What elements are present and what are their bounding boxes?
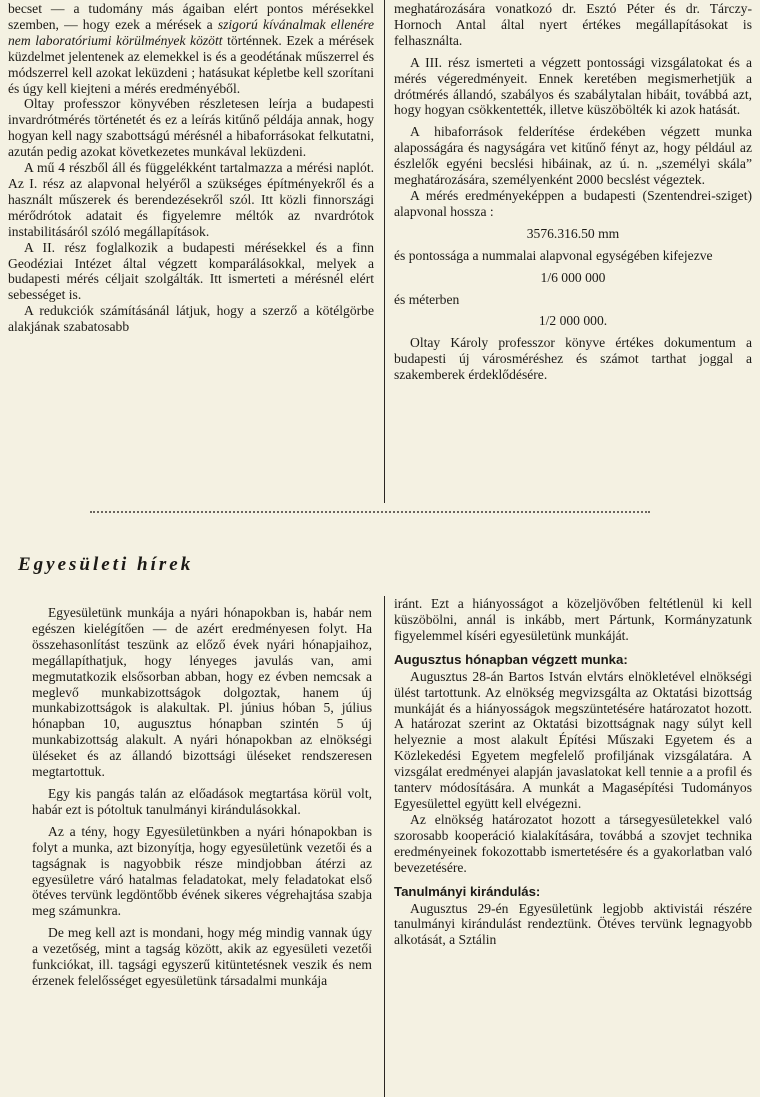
section-divider xyxy=(90,511,650,513)
top-left-column xyxy=(8,1,374,335)
review-paragraph xyxy=(8,160,374,240)
news-paragraph: Az a tény, hogy Egyesületünkben a nyári hónapokban is folyt a munka, azt bizonyítja, hogy egyesületünk vezetői és a tagságnak is nagyobbik része mindjobban átérzi az egyesületre váró hatalmas feladatokat, mely feladatokat első ötéves tervünk legdöntőbb évének sikeres végrehajtása szabja meg számunkra. xyxy=(32,823,372,919)
review-paragraph xyxy=(8,1,374,96)
cooperation-paragraph: Az elnökség határozatot hozott a társegyesületekkel való szorosabb kooperáció kialakítására, továbbá a szovjet technika eredményeinek fokozottabb ismertetésére és a gyakorlatban való bevezetésére. xyxy=(394,811,752,875)
august-meeting-paragraph: Augusztus 28-án Bartos István elvtárs elnökletével elnökségi ülést tartottunk. Az elnökség megvizsgálta az Oktatási bizottság munkáját és a hiányosságok megszüntetésére határozatot hozott. A határozat szerint az Oktatási bizottságnak nagy súlyt kell helyeznie a most alakult Építési Műszaki Egyetem és a Közlekedési Egyetem megfelelő profiljának vizsgálatára. A vizsgálat eredményei alapján javaslatokat kell tennie a a profil és tanterv módosítására. A munkát a Magasépítési Tudományos Egyesülettel együtt kell elvégezni. xyxy=(394,668,752,811)
august-work-heading: Augusztus hónapban végzett munka: xyxy=(394,651,628,667)
news-left-column xyxy=(32,605,372,989)
text-run: becset — a tudomány más ágaiban elért pontos mérésekkel szemben, — hogy ezek a mérések a xyxy=(8,1,374,32)
text-run: A II. rész foglalkozik a budapesti mérésekkel és a finn Geodéziai Intézet által végzett komparálásokkal, melyek a budapesti mérés céljait szolgálták. Itt ismerteti a mérésnél elért sebességet is. xyxy=(8,239,374,303)
part-iii-paragraph: A III. rész ismerteti a végzett pontossági vizsgálatokat és a mérés végeredményeit. Ennek keretében megismerhetjük a drótmérés állandó, szabályos és szabálytalan hibáit, továbbá azt, hogy hogyan csökkentették, illetve küszöbölték ki azok hatását. xyxy=(394,54,752,118)
top-right-column xyxy=(394,1,752,383)
result-paragraph: A mérés eredményeképpen a budapesti (Szentendrei-sziget) alapvonal hossza : xyxy=(394,187,752,219)
precision-text: és pontossága a nummalai alapvonal egységében kifejezve xyxy=(394,247,713,263)
text-run: történnek. Ezek a mérések küzdelmet jelentenek az elemekkel is és a geodétának műszerrel és módszerrel kell azokat leküzdeni ; hatásukat képletbe kell szorítani és úgy kell kiejteni a mérés eredményéből. xyxy=(8,32,374,96)
review-paragraph xyxy=(8,303,374,335)
section-title: Egyesületi hírek xyxy=(18,554,194,575)
review-paragraph xyxy=(8,96,374,160)
precision-ratio-meter: 1/2 000 000. xyxy=(538,313,608,329)
news-right-column xyxy=(394,596,752,948)
news-continuation: iránt. Ezt a hiányosságot a közeljövőben feltétlenül ki kell küszöbölni, annál is inkább, mert Pártunk, Kormányzatunk figyelemmel kíséri egyesületünk munkáját. xyxy=(394,596,752,643)
text-run: Oltay professzor könyvében részletesen leírja a budapesti invardrótmérés történetét és ez a leírás kitűnő példája annak, hogy hogyan kell nagy szabottságú mérésnél a hibaforrásokat felkutatni, azután pedig azokat következetes munkával leküzdeni. xyxy=(8,96,374,160)
closing-paragraph: Oltay Károly professzor könyve értékes dokumentum a budapesti új városméréshez és számot tarthat joggal a szakemberek érdeklődésére. xyxy=(394,335,752,383)
news-paragraph: Egy kis pangás talán az előadások megtartása körül volt, habár ezt is pótoltuk tanulmányi kirándulásokkal. xyxy=(32,785,372,817)
news-paragraph: Egyesületünk munkája a nyári hónapokban is, habár nem egészen kielégítően — de azért eredményesen folyt. Ha összehasonlítást teszünk az előző évek nyári hónapjaihoz, megállapíthatjuk, hogy lényeges javulás van, ami megmutatkozik elsősorban abban, hogy ez évben nemcsak a meglevő munkabizottságok dolgoztak, hanem új munkabizottságok is alakultak. Pl. június hóban 5, július hónapban 10, augusztus hónapban szintén 5 új munkabizottság alakult. A nyári hónapokban az elnökségi üléseket és az állandó bizottsági üléseket rendszeresen megtartottuk. xyxy=(32,605,372,780)
review-continuation: meghatározására vonatkozó dr. Esztó Péter és dr. Tárczy-Hornoch Antal által nyert értékes megállapításokat is felhasználta. xyxy=(394,1,752,48)
baseline-length-value: 3576.316.50 mm xyxy=(526,225,620,241)
news-paragraph: De meg kell azt is mondani, hogy még mindig vannak úgy a vezetőség, mint a tagság között, akik az egyesületi vezetői funkciókat, ill. tagsági egyszerű kitüntetésnek veszik és nem érzenek felelősséget egyesületünk társadalmi munkája xyxy=(32,925,372,988)
text-run: A redukciók számításánál látjuk, hogy a szerző a kötélgörbe alakjának szabatosabb xyxy=(8,303,374,335)
error-sources-paragraph: A hibaforrások felderítése érdekében végzett munka alaposságára és nagyságára vet kitűnő fényt az, hogy például az észlelők egyéni becslési hibáinak, az ú. n. „személyi skála” meghatározására, személyenként 2000 becslést végeztek. xyxy=(394,124,752,188)
meter-text: és méterben xyxy=(394,291,460,307)
review-paragraph xyxy=(8,240,374,304)
text-run: A mű 4 részből áll és függelékként tartalmazza a mérési naplót. Az I. rész az alapvonal helyéről a szükséges építményekről és a használt műszerek és berendezésekről szól. Itt közli finnországi mérődrótok adatait és figyelemre méltók az nvardrótok instabilitásáról szóló megállapítások. xyxy=(8,160,374,239)
study-trip-paragraph: Augusztus 29-én Egyesületünk legjobb aktivistái részére tanulmányi kirándulást rendeztünk. Ötéves tervünk legnagyobb alkotását, a Sztálin xyxy=(394,900,752,948)
precision-ratio-nummala: 1/6 000 000 xyxy=(540,269,606,285)
column-divider-bottom xyxy=(384,596,385,1097)
study-trip-heading: Tanulmányi kirándulás: xyxy=(394,883,541,899)
column-divider-top xyxy=(384,0,385,503)
italic-text: szigorú kívánalmak ellenére nem laboratóriumi körülmények között xyxy=(8,16,375,48)
